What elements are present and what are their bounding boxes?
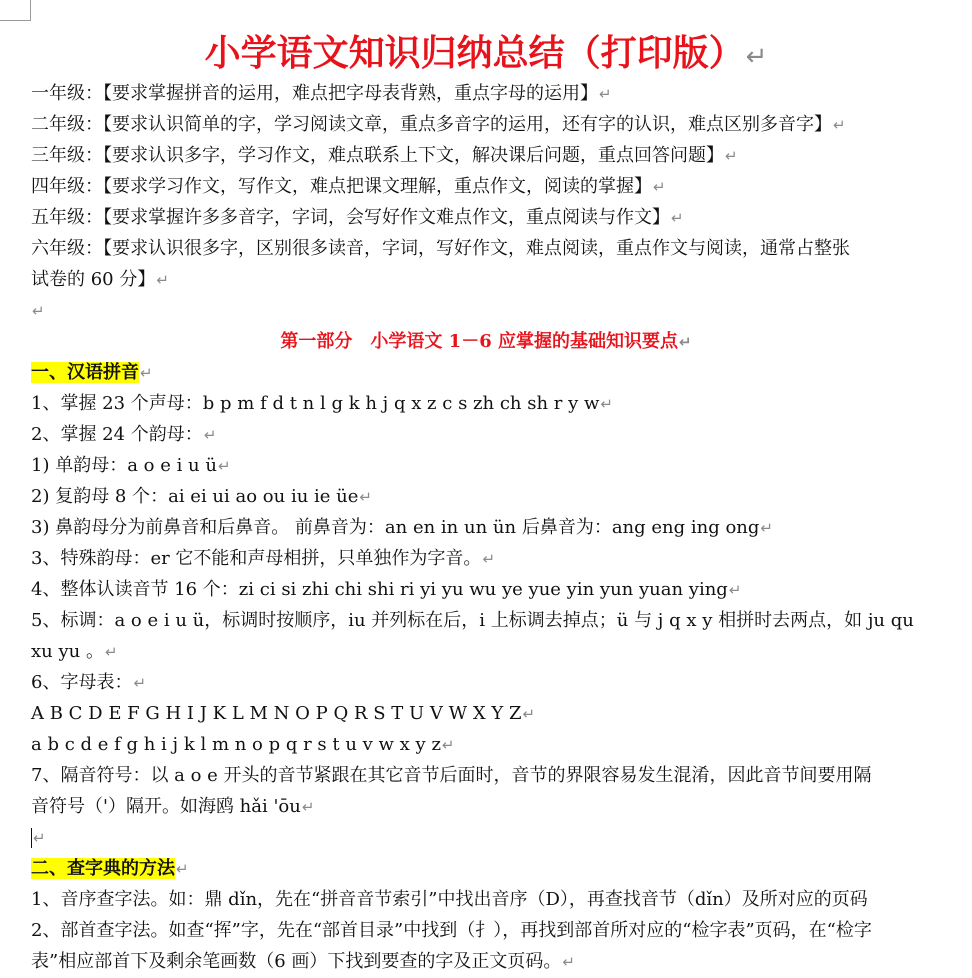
- list-item: 2) 复韵母 8 个：ai ei ui ao ou iu ie üe↵: [31, 486, 372, 507]
- list-item: 7、隔音符号：以 a o e 开头的音节紧跟在其它音节后面时，音节的界限容易发生混淆，因此音节间要用隔: [31, 765, 872, 786]
- section-heading: 二、查字典的方法↵: [31, 858, 189, 879]
- list-item: 3、特殊韵母：er 它不能和声母相拼，只单独作为字音。↵: [31, 548, 496, 569]
- paragraph-mark-icon: ↵: [679, 333, 692, 351]
- paragraph-mark-icon: ↵: [301, 798, 315, 816]
- document-title: 小学语文知识归纳总结（打印版）↵: [204, 32, 768, 74]
- paragraph-mark-icon: ↵: [522, 705, 536, 723]
- text-cursor: [31, 828, 32, 848]
- grade-line: 五年级：【要求掌握许多多音字，字词，会写好作文难点作文，重点阅读与作文】↵: [31, 207, 684, 228]
- document-body[interactable]: [31, 28, 972, 977]
- grade-line: 试卷的 60 分】↵: [31, 269, 169, 290]
- paragraph-mark-icon: ↵: [833, 116, 846, 134]
- paragraph-mark-icon: ↵: [599, 85, 612, 103]
- paragraph-mark-icon: ↵: [133, 674, 147, 692]
- alphabet-uppercase: A B C D E F G H I J K L M N O P Q R S T U V W X Y Z↵: [31, 703, 536, 724]
- empty-paragraph: [31, 295, 972, 326]
- paragraph-mark-icon: ↵: [176, 860, 189, 878]
- alphabet-lowercase: a b c d e f g h i j k l m n o p q r s t u v w x y z↵: [31, 734, 455, 755]
- grade-line: 一年级：【要求掌握拼音的运用，难点把字母表背熟，重点字母的运用】↵: [31, 83, 612, 104]
- list-item: 3) 鼻韵母分为前鼻音和后鼻音。 前鼻音为：an en in un ün 后鼻音为：ang eng ing ong↵: [31, 517, 773, 538]
- paragraph-mark-icon: ↵: [482, 550, 496, 568]
- list-item: 表”相应部首下及剩余笔画数（6 画）下找到要查的字及正文页码。↵: [31, 951, 575, 972]
- grade-line: 六年级：【要求认识很多字，区别很多读音，字词，写好作文，难点阅读，重点作文与阅读，通常占整张: [31, 238, 850, 259]
- paragraph-mark-icon: ↵: [33, 829, 46, 847]
- paragraph-mark-icon: ↵: [104, 643, 118, 661]
- paragraph-mark-icon: ↵: [671, 209, 684, 227]
- list-item: 1、掌握 23 个声母：b p m f d t n l g k h j q x z c s zh ch sh r y w↵: [31, 393, 613, 414]
- grade-line: 三年级：【要求认识多字，学习作文，难点联系上下文，解决课后问题，重点回答问题】↵: [31, 145, 738, 166]
- section-heading: 一、汉语拼音↵: [31, 362, 153, 383]
- paragraph-mark-icon: ↵: [653, 178, 666, 196]
- paragraph-mark-icon: ↵: [140, 364, 153, 382]
- paragraph-mark-icon: ↵: [217, 457, 231, 475]
- list-item: 音符号（'）隔开。如海鸥 hǎi 'ōu↵: [31, 796, 315, 817]
- paragraph-mark-icon: ↵: [32, 302, 45, 320]
- paragraph-mark-icon: ↵: [359, 488, 372, 506]
- paragraph-mark-icon: ↵: [760, 519, 773, 537]
- page-corner-marker: [0, 0, 31, 21]
- list-item: 5、标调：a o e i u ü，标调时按顺序，iu 并列标在后，i 上标调去掉点；ü 与 j q x y 相拼时去两点，如 ju qu: [31, 610, 914, 631]
- list-item: xu yu 。↵: [31, 641, 118, 662]
- list-item: 1、音序查字法。如：鼎 dǐn，先在“拼音音节索引”中找出音序（D），再查找音节（dǐn）及所对应的页码: [31, 889, 868, 910]
- paragraph-mark-icon: ↵: [562, 953, 575, 971]
- paragraph-mark-icon: ↵: [441, 736, 455, 754]
- list-item: 2、掌握 24 个韵母：↵: [31, 424, 217, 445]
- list-item: 1) 单韵母：a o e i u ü↵: [31, 455, 231, 476]
- list-item: 6、字母表：↵: [31, 672, 147, 693]
- list-item: 4、整体认读音节 16 个：zi ci si zhi chi shi ri yi yu wu ye yue yin yun yuan ying↵: [31, 579, 742, 600]
- list-item: 2、部首查字法。如查“挥”字，先在“部首目录”中找到（扌），再找到部首所对应的“检字表”页码，在“检字: [31, 920, 872, 941]
- paragraph-mark-icon: ↵: [745, 42, 768, 72]
- part-heading: 第一部分 小学语文 1－6 应掌握的基础知识要点↵: [280, 331, 692, 352]
- paragraph-mark-icon: ↵: [725, 147, 738, 165]
- empty-paragraph-with-cursor[interactable]: [31, 822, 972, 853]
- grade-line: 二年级：【要求认识简单的字，学习阅读文章，重点多音字的运用，还有字的认识，难点区别多音字】↵: [31, 114, 846, 135]
- paragraph-mark-icon: ↵: [156, 271, 169, 289]
- paragraph-mark-icon: ↵: [600, 395, 613, 413]
- paragraph-mark-icon: ↵: [728, 581, 742, 599]
- paragraph-mark-icon: ↵: [203, 426, 217, 444]
- grade-line: 四年级：【要求学习作文，写作文，难点把课文理解，重点作文，阅读的掌握】↵: [31, 176, 666, 197]
